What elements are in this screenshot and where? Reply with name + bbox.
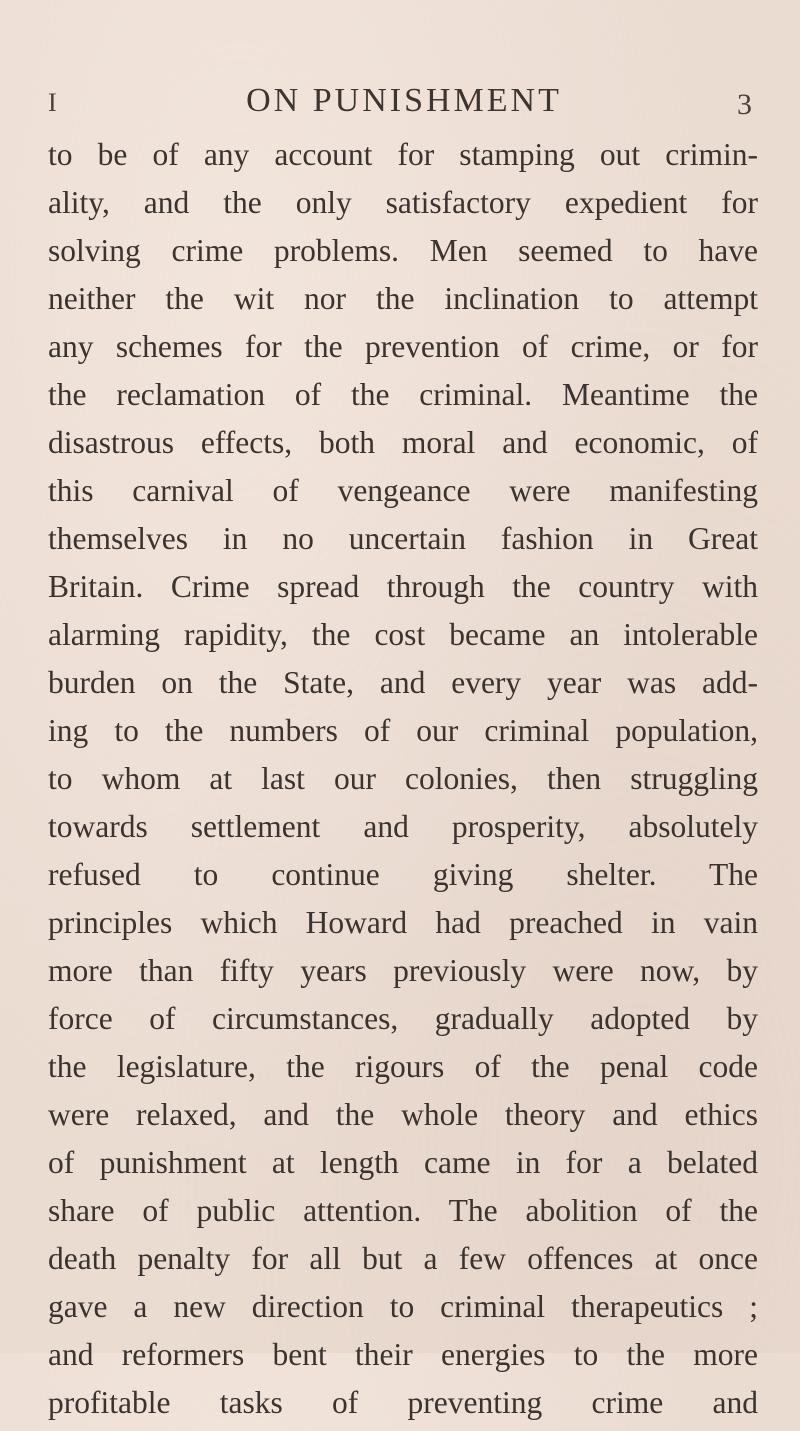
chapter-numeral: I xyxy=(48,88,57,117)
text-line: to whom at last our colonies, then struggling xyxy=(48,761,758,796)
text-line: this carnival of vengeance were manifesting xyxy=(48,473,758,508)
text-line: Britain. Crime spread through the country with xyxy=(48,569,758,604)
text-line: to be of any account for stamping out crimin- xyxy=(48,137,758,172)
text-line: ing to the numbers of our criminal population, xyxy=(48,713,758,748)
text-line: of punishment at length came in for a belated xyxy=(48,1145,758,1180)
running-head-title: ON PUNISHMENT xyxy=(246,82,562,119)
text-line: burden on the State, and every year was add- xyxy=(48,665,758,700)
text-line: profitable tasks of preventing crime and xyxy=(48,1385,758,1420)
text-line: and reformers bent their energies to the more xyxy=(48,1337,758,1372)
text-line: gave a new direction to criminal therapeutics ; xyxy=(48,1289,758,1324)
text-line: any schemes for the prevention of crime, or for xyxy=(48,329,758,364)
text-line: alarming rapidity, the cost became an intolerable xyxy=(48,617,758,652)
page-number: 3 xyxy=(737,88,752,121)
text-line: the reclamation of the criminal. Meantime the xyxy=(48,377,758,412)
text-line: themselves in no uncertain fashion in Great xyxy=(48,521,758,556)
text-line: force of circumstances, gradually adopted by xyxy=(48,1001,758,1036)
text-line: solving crime problems. Men seemed to have xyxy=(48,233,758,268)
text-line: disastrous effects, both moral and economic, of xyxy=(48,425,758,460)
text-line: principles which Howard had preached in vain xyxy=(48,905,758,940)
running-head xyxy=(48,82,760,128)
text-line: were relaxed, and the whole theory and ethics xyxy=(48,1097,758,1132)
text-line: refused to continue giving shelter. The xyxy=(48,857,758,892)
text-line: more than fifty years previously were now, by xyxy=(48,953,758,988)
text-line: share of public attention. The abolition of the xyxy=(48,1193,758,1228)
text-line: ality, and the only satisfactory expedient for xyxy=(48,185,758,220)
text-line: towards settlement and prosperity, absolutely xyxy=(48,809,758,844)
text-line: death penalty for all but a few offences at once xyxy=(48,1241,758,1276)
text-line: neither the wit nor the inclination to attempt xyxy=(48,281,758,316)
text-line: the legislature, the rigours of the penal code xyxy=(48,1049,758,1084)
